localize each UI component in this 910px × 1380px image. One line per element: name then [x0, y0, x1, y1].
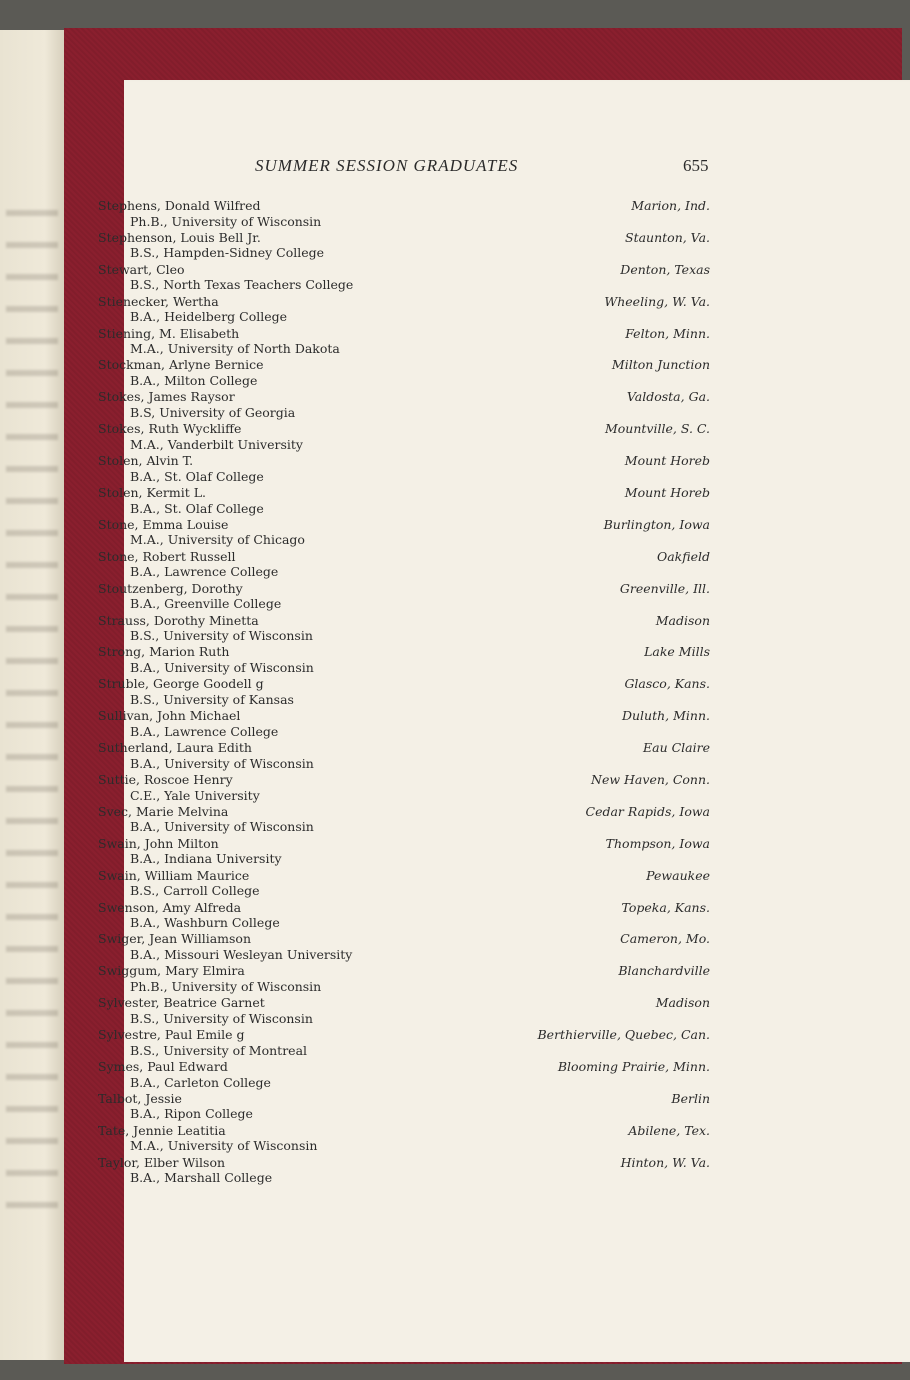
graduate-name: Stone, Emma Louise	[98, 516, 229, 532]
graduate-name: Stienecker, Wertha	[98, 293, 219, 309]
graduate-degree: B.A., St. Olaf College	[130, 468, 264, 484]
graduate-entry	[0, 1155, 910, 1187]
graduate-entry	[0, 708, 910, 740]
graduate-entry	[0, 549, 910, 581]
graduate-name: Stoutzenberg, Dorothy	[98, 580, 243, 596]
graduate-degree: B.A., Indiana University	[130, 851, 282, 867]
graduate-name: Swain, William Maurice	[98, 867, 250, 883]
graduate-degree: B.A., Lawrence College	[130, 723, 279, 739]
graduate-hometown: Duluth, Minn.	[621, 708, 710, 724]
graduate-degree: B.A., Heidelberg College	[130, 309, 288, 325]
graduate-entry	[0, 517, 910, 549]
graduate-entry	[0, 613, 910, 645]
graduate-degree: B.A., Ripon College	[130, 1106, 253, 1122]
graduate-hometown: Greenville, Ill.	[619, 580, 710, 596]
graduate-name: Swain, John Milton	[98, 835, 219, 851]
graduate-degree: B.A., University of Wisconsin	[130, 819, 314, 835]
graduate-degree: B.A., St. Olaf College	[130, 500, 264, 516]
graduate-name: Struble, George Goodell g	[98, 676, 264, 692]
graduate-degree: B.S., Carroll College	[130, 883, 260, 899]
graduate-degree: B.A., University of Wisconsin	[130, 755, 314, 771]
graduate-entry	[0, 262, 910, 294]
graduate-entry	[0, 1059, 910, 1091]
graduate-entry	[0, 804, 910, 836]
graduate-hometown: Eau Claire	[643, 740, 710, 756]
graduate-degree: B.A., University of Wisconsin	[130, 659, 314, 675]
graduate-hometown: Mount Horeb	[624, 453, 710, 469]
graduate-hometown: Abilene, Tex.	[628, 1122, 710, 1138]
graduate-hometown: Berthierville, Quebec, Can.	[537, 1027, 710, 1043]
graduate-hometown: Madison	[655, 995, 710, 1011]
graduate-entry	[0, 357, 910, 389]
graduate-degree: M.A., University of Chicago	[130, 532, 305, 548]
graduate-name: Sullivan, John Michael	[98, 708, 241, 724]
graduate-hometown: Oakfield	[656, 548, 710, 564]
graduate-entry	[0, 740, 910, 772]
graduate-hometown: Felton, Minn.	[625, 325, 710, 341]
graduate-name: Stephenson, Louis Bell Jr.	[98, 229, 261, 245]
graduate-name: Stokes, Ruth Wyckliffe	[98, 421, 242, 437]
graduate-entry	[0, 453, 910, 485]
graduate-hometown: Mount Horeb	[624, 485, 710, 501]
graduate-hometown: Hinton, W. Va.	[620, 1154, 710, 1170]
graduate-entry	[0, 294, 910, 326]
graduate-entry	[0, 1091, 910, 1123]
graduate-degree: B.A., Marshall College	[130, 1170, 273, 1186]
graduate-entry	[0, 485, 910, 517]
graduate-hometown: Staunton, Va.	[625, 229, 710, 245]
graduate-name: Tate, Jennie Leatitia	[98, 1122, 226, 1138]
graduate-name: Stockman, Arlyne Bernice	[98, 357, 264, 373]
graduate-entry	[0, 772, 910, 804]
graduate-hometown: Topeka, Kans.	[621, 899, 710, 915]
graduate-hometown: Wheeling, W. Va.	[604, 293, 710, 309]
graduate-name: Stolen, Alvin T.	[98, 453, 194, 469]
graduate-entry	[0, 421, 910, 453]
graduate-name: Stolen, Kermit L.	[98, 485, 207, 501]
graduate-name: Strauss, Dorothy Minetta	[98, 612, 259, 628]
graduate-name: Sutherland, Laura Edith	[98, 740, 252, 756]
graduate-entry	[0, 389, 910, 421]
graduate-entry	[0, 581, 910, 613]
graduate-hometown: Cameron, Mo.	[620, 931, 710, 947]
graduate-name: Stewart, Cleo	[98, 261, 185, 277]
graduate-degree: B.S., Hampden-Sidney College	[130, 245, 325, 261]
graduate-degree: B.S., University of Wisconsin	[130, 1010, 313, 1026]
graduate-hometown: Thompson, Iowa	[605, 835, 710, 851]
graduate-entry	[0, 676, 910, 708]
graduate-name: Stone, Robert Russell	[98, 548, 236, 564]
graduate-degree: M.A., University of Wisconsin	[130, 1138, 318, 1154]
graduate-entry	[0, 1027, 910, 1059]
graduate-entry	[0, 198, 910, 230]
graduate-name: Taylor, Elber Wilson	[98, 1154, 226, 1170]
graduate-name: Stokes, James Raysor	[98, 389, 235, 405]
graduate-degree: M.A., University of North Dakota	[130, 341, 340, 357]
graduate-degree: M.A., Vanderbilt University	[130, 436, 303, 452]
graduate-name: Symes, Paul Edward	[98, 1059, 228, 1075]
graduate-hometown: Madison	[655, 612, 710, 628]
graduate-degree: B.A., Lawrence College	[130, 564, 279, 580]
graduate-hometown: Burlington, Iowa	[603, 516, 710, 532]
graduate-hometown: Milton Junction	[611, 357, 710, 373]
graduate-name: Swiger, Jean Williamson	[98, 931, 252, 947]
graduate-entry	[0, 868, 910, 900]
graduate-hometown: Valdosta, Ga.	[626, 389, 710, 405]
graduate-hometown: Mountville, S. C.	[604, 421, 710, 437]
graduate-hometown: Berlin	[671, 1090, 710, 1106]
graduate-degree: B.A., Missouri Wesleyan University	[130, 946, 353, 962]
graduate-entry	[0, 836, 910, 868]
graduate-hometown: Cedar Rapids, Iowa	[585, 803, 710, 819]
graduate-hometown: Lake Mills	[644, 644, 710, 660]
graduate-hometown: Blanchardville	[618, 963, 710, 979]
graduate-degree: B.S., University of Montreal	[130, 1042, 308, 1058]
graduate-entry	[0, 644, 910, 676]
running-header-title: SUMMER SESSION GRADUATES	[255, 156, 519, 175]
graduate-degree: B.A., Greenville College	[130, 596, 282, 612]
graduate-entry	[0, 931, 910, 963]
graduate-hometown: Blooming Prairie, Minn.	[557, 1059, 710, 1075]
graduate-degree: B.S., North Texas Teachers College	[130, 277, 354, 293]
graduate-hometown: New Haven, Conn.	[591, 772, 710, 788]
graduate-name: Suttie, Roscoe Henry	[98, 772, 233, 788]
graduate-name: Svec, Marie Melvina	[98, 803, 229, 819]
graduate-degree: Ph.B., University of Wisconsin	[130, 978, 322, 994]
graduate-degree: Ph.B., University of Wisconsin	[130, 213, 322, 229]
graduate-entry	[0, 995, 910, 1027]
graduate-name: Sylvester, Beatrice Garnet	[98, 995, 265, 1011]
graduate-name: Stephens, Donald Wilfred	[98, 198, 261, 213]
graduate-name: Swenson, Amy Alfreda	[98, 899, 242, 915]
graduate-entry	[0, 230, 910, 262]
graduate-entry	[0, 326, 910, 358]
graduate-degree: B.A., Carleton College	[130, 1074, 271, 1090]
graduate-hometown: Denton, Texas	[620, 261, 710, 277]
graduate-name: Swiggum, Mary Elmira	[98, 963, 245, 979]
graduate-name: Stiening, M. Elisabeth	[98, 325, 240, 341]
graduate-entry	[0, 1123, 910, 1155]
graduate-entry	[0, 963, 910, 995]
page-number: 655	[683, 156, 709, 175]
graduate-degree: B.S., University of Kansas	[130, 691, 294, 707]
graduate-hometown: Marion, Ind.	[631, 198, 710, 213]
graduate-degree: B.A., Milton College	[130, 372, 258, 388]
graduate-degree: B.S, University of Georgia	[130, 404, 296, 420]
graduate-name: Talbot, Jessie	[98, 1090, 182, 1106]
graduate-degree: B.S., University of Wisconsin	[130, 628, 313, 644]
graduate-name: Strong, Marion Ruth	[98, 644, 230, 660]
graduate-list	[0, 198, 910, 1187]
graduate-entry	[0, 900, 910, 932]
graduate-degree: C.E., Yale University	[130, 787, 260, 803]
graduate-hometown: Pewaukee	[646, 867, 710, 883]
graduate-degree: B.A., Washburn College	[130, 915, 280, 931]
graduate-name: Sylvestre, Paul Emile g	[98, 1027, 245, 1043]
graduate-hometown: Glasco, Kans.	[624, 676, 710, 692]
